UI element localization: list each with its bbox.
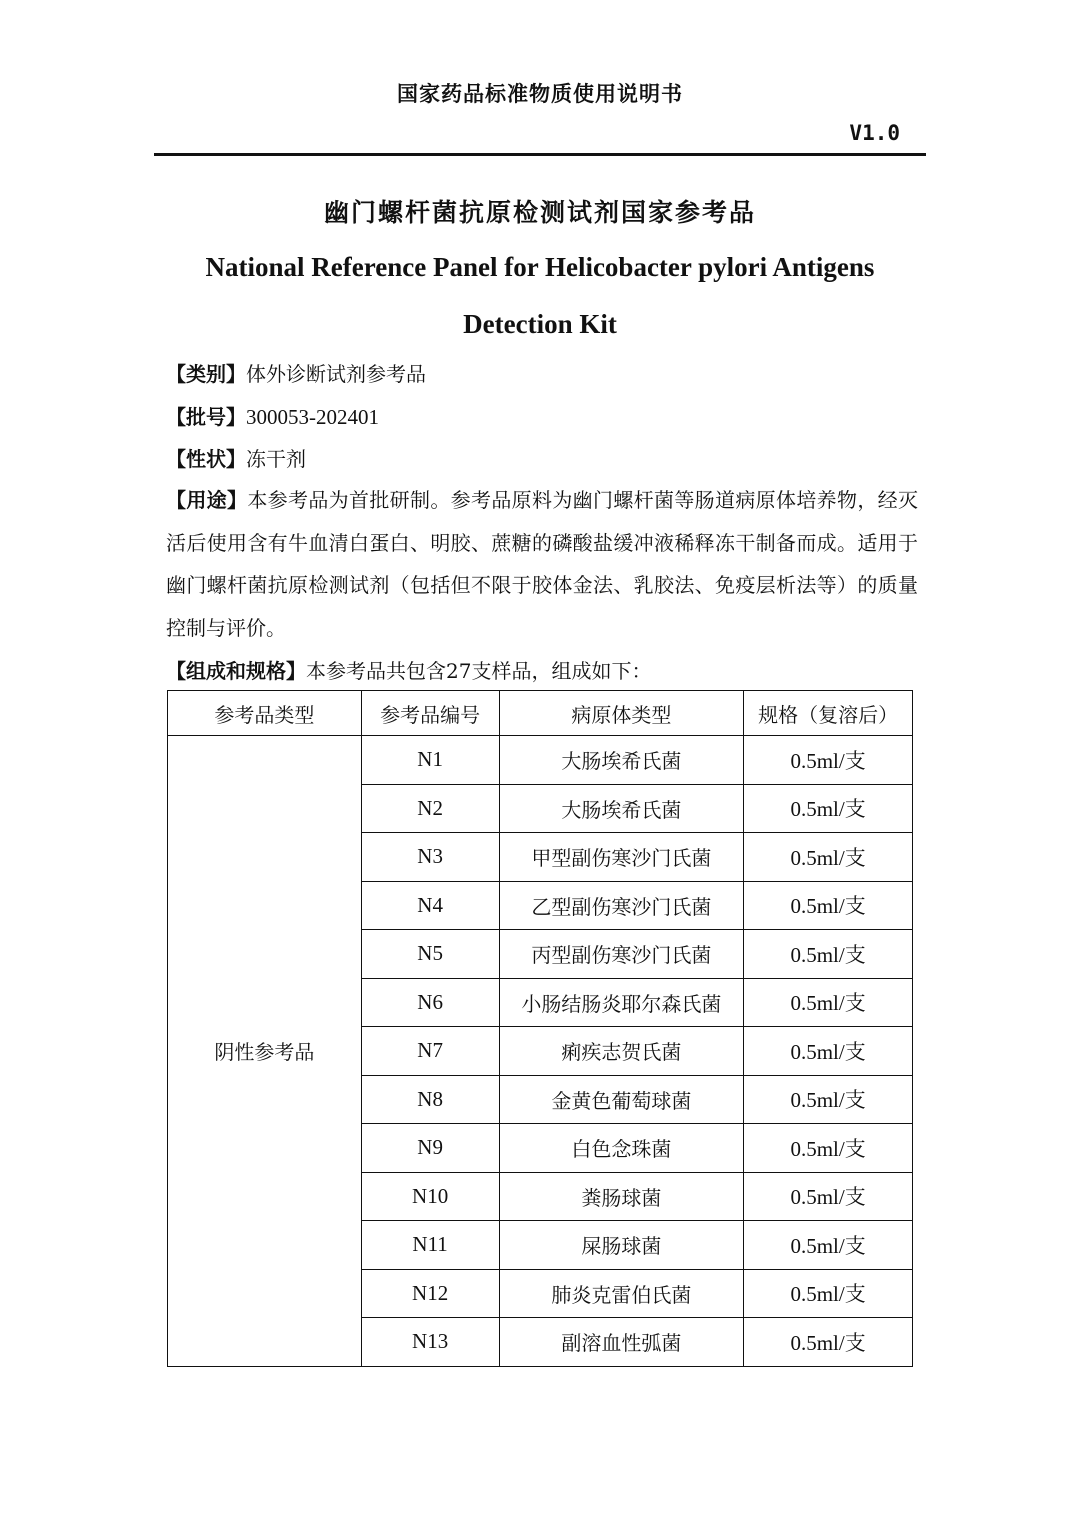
document-title-cn: 幽门螺杆菌抗原检测试剂国家参考品 (323, 198, 756, 227)
field-form (166, 438, 926, 480)
spec-cell: 0.5ml/支 (744, 1124, 913, 1173)
spec-cell: 0.5ml/支 (744, 1318, 913, 1367)
field-usage-label: 【用途】 (166, 488, 248, 512)
pathogen-cell: 肺炎克雷伯氏菌 (499, 1269, 744, 1318)
pathogen-cell: 副溶血性弧菌 (499, 1318, 744, 1367)
header-cell-pathogen: 病原体类型 (499, 691, 744, 736)
spec-cell: 0.5ml/支 (744, 1269, 913, 1318)
id-cell: N4 (361, 881, 499, 930)
header-divider (154, 153, 926, 156)
spec-cell: 0.5ml/支 (744, 1027, 913, 1076)
field-batch-value: 300053-202401 (246, 405, 379, 429)
spec-cell: 0.5ml/支 (744, 1172, 913, 1221)
id-cell: N9 (361, 1124, 499, 1173)
id-cell: N8 (361, 1075, 499, 1124)
field-composition-value: 本参考品共包含27支样品，组成如下： (306, 659, 652, 683)
id-cell: N13 (361, 1318, 499, 1367)
spec-cell: 0.5ml/支 (744, 1221, 913, 1270)
pathogen-cell: 金黄色葡萄球菌 (499, 1075, 744, 1124)
version-label: V1.0 (849, 121, 900, 145)
id-cell: N10 (361, 1172, 499, 1221)
field-batch (166, 396, 926, 438)
field-composition-label: 【组成和规格】 (166, 659, 306, 683)
id-cell: N3 (361, 833, 499, 882)
composition-table (167, 690, 913, 1367)
header-title: 国家药品标准物质使用说明书 (397, 81, 683, 106)
header-cell-id: 参考品编号 (361, 691, 499, 736)
pathogen-cell: 痢疾志贺氏菌 (499, 1027, 744, 1076)
spec-cell: 0.5ml/支 (744, 1075, 913, 1124)
id-cell: N2 (361, 784, 499, 833)
field-category-label: 【类别】 (166, 362, 246, 386)
spec-cell: 0.5ml/支 (744, 736, 913, 785)
pathogen-cell: 丙型副伤寒沙门氏菌 (499, 930, 744, 979)
table-header-row (168, 691, 913, 736)
spec-cell: 0.5ml/支 (744, 930, 913, 979)
field-composition (166, 650, 651, 692)
pathogen-cell: 屎肠球菌 (499, 1221, 744, 1270)
pathogen-cell: 大肠埃希氏菌 (499, 736, 744, 785)
pathogen-cell: 白色念珠菌 (499, 1124, 744, 1173)
id-cell: N1 (361, 736, 499, 785)
spec-cell: 0.5ml/支 (744, 978, 913, 1027)
pathogen-cell: 粪肠球菌 (499, 1172, 744, 1221)
table-row (168, 736, 913, 785)
document-title-en-line2: Detection Kit (463, 309, 617, 339)
document-title-en-line1: National Reference Panel for Helicobacter pylori Antigens (205, 252, 875, 282)
field-form-label: 【性状】 (166, 447, 246, 471)
header-cell-type: 参考品类型 (168, 691, 362, 736)
spec-cell: 0.5ml/支 (744, 833, 913, 882)
id-cell: N12 (361, 1269, 499, 1318)
pathogen-cell: 大肠埃希氏菌 (499, 784, 744, 833)
pathogen-cell: 甲型副伤寒沙门氏菌 (499, 833, 744, 882)
field-usage-value: 本参考品为首批研制。参考品原料为幽门螺杆菌等肠道病原体培养物，经灭活后使用含有牛血清白蛋白、明胶、蔗糖的磷酸盐缓冲液稀释冻干制备而成。适用于幽门螺杆菌抗原检测试剂（包括但不限于胶体金法、乳胶法、免疫层析法等）的质量控制与评价。 (166, 488, 919, 640)
pathogen-cell: 乙型副伤寒沙门氏菌 (499, 881, 744, 930)
field-category-value: 体外诊断试剂参考品 (246, 362, 426, 386)
group-cell: 阴性参考品 (168, 736, 362, 1367)
spec-cell: 0.5ml/支 (744, 784, 913, 833)
field-usage (166, 479, 918, 649)
id-cell: N6 (361, 978, 499, 1027)
spec-cell: 0.5ml/支 (744, 881, 913, 930)
field-form-value: 冻干剂 (246, 447, 306, 471)
field-batch-label: 【批号】 (166, 405, 246, 429)
id-cell: N5 (361, 930, 499, 979)
pathogen-cell: 小肠结肠炎耶尔森氏菌 (499, 978, 744, 1027)
id-cell: N7 (361, 1027, 499, 1076)
table-body (168, 736, 913, 1367)
id-cell: N11 (361, 1221, 499, 1270)
header-cell-spec: 规格（复溶后） (744, 691, 913, 736)
field-category (166, 353, 926, 395)
